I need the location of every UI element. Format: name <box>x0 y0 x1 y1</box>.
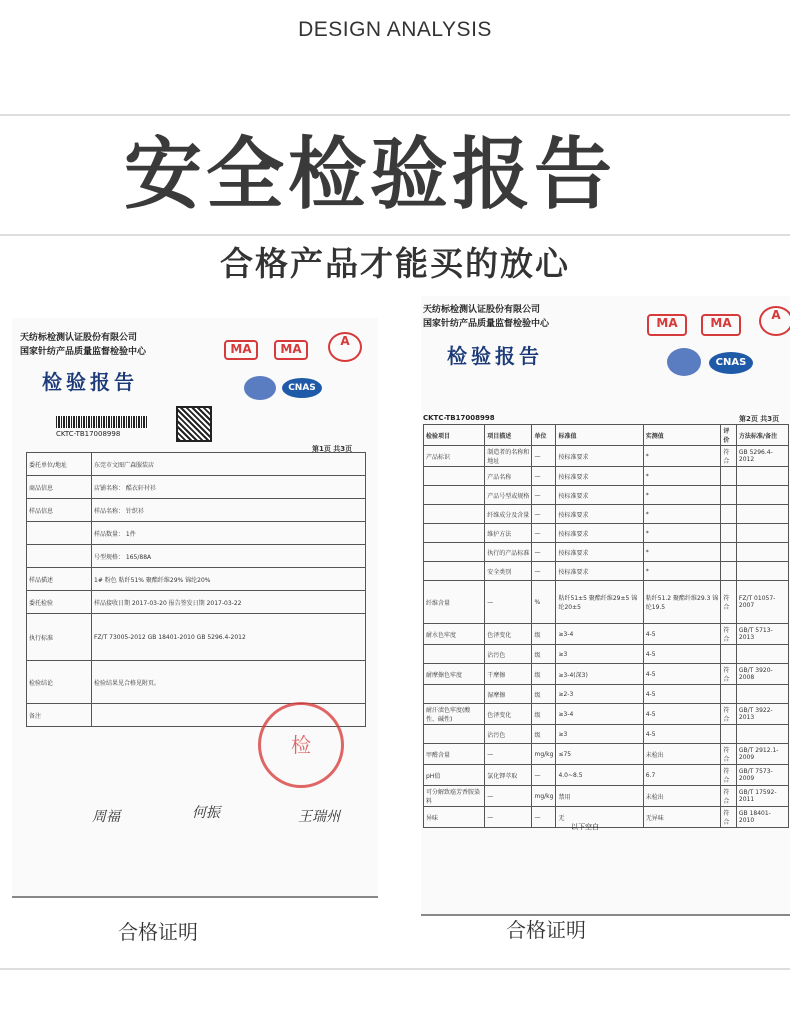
signature-3: 王瑞州 <box>298 809 340 825</box>
table-cell: — <box>532 467 556 486</box>
table-row <box>424 744 789 765</box>
table-cell <box>424 725 485 744</box>
table-cell: 产品名称 <box>485 467 532 486</box>
table-row <box>424 505 789 524</box>
table-cell: 4-5 <box>643 624 721 645</box>
cnas-logo: CNAS <box>709 352 753 374</box>
table-header-cell: 项目描述 <box>485 425 532 446</box>
table-cell: 4-5 <box>643 725 721 744</box>
table-row <box>424 581 789 624</box>
table-cell <box>736 645 788 664</box>
table-row <box>27 591 366 614</box>
table-row <box>424 524 789 543</box>
report-table <box>26 452 366 727</box>
table-row <box>424 562 789 581</box>
table-cell: * <box>643 505 721 524</box>
table-cell <box>736 685 788 704</box>
ma-logo-2: MA <box>701 314 741 336</box>
ma-logo: MA <box>224 340 258 360</box>
table-cell: % <box>532 581 556 624</box>
table-cell: * <box>643 486 721 505</box>
table-cell: 检验结果见合格见附页。 <box>92 661 366 704</box>
table-cell <box>736 524 788 543</box>
table-cell: GB/T 2912.1-2009 <box>736 744 788 765</box>
table-cell: 6.7 <box>643 765 721 786</box>
table-cell: 干摩擦 <box>485 664 532 685</box>
table-cell: 耐汗渍色牢度(酸性、碱性) <box>424 704 485 725</box>
report-heading: 检验报告 <box>447 344 543 368</box>
table-row <box>27 614 366 661</box>
table-header-cell: 评价 <box>721 425 737 446</box>
table-cell: 粘纤51±5 聚酯纤维29±5 锦纶20±5 <box>556 581 643 624</box>
table-cell: 按标准要求 <box>556 524 643 543</box>
table-cell: — <box>532 446 556 467</box>
table-cell: — <box>532 505 556 524</box>
table-row <box>424 786 789 807</box>
table-cell: ≥3-4 <box>556 624 643 645</box>
table-row <box>27 453 366 476</box>
page-subtitle: 合格产品才能买的放心 <box>220 244 570 283</box>
table-cell: — <box>532 765 556 786</box>
table-cell: 未检出 <box>643 786 721 807</box>
table-header-cell: 单位 <box>532 425 556 446</box>
table-cell: GB/T 7573-2009 <box>736 765 788 786</box>
table-cell: 4.0~8.5 <box>556 765 643 786</box>
table-row <box>424 467 789 486</box>
table-cell: — <box>485 786 532 807</box>
table-cell: 异味 <box>424 807 485 828</box>
table-cell: 符合 <box>721 744 737 765</box>
table-row <box>424 543 789 562</box>
table-cell: 按标准要求 <box>556 505 643 524</box>
table-cell <box>721 467 737 486</box>
table-cell: 店铺名称： 酷衣轩衬衫 <box>92 476 366 499</box>
table-cell: — <box>485 807 532 828</box>
page-title: 安全检验报告 <box>124 130 617 220</box>
table-cell: 耐水色牢度 <box>424 624 485 645</box>
table-cell: 湿摩擦 <box>485 685 532 704</box>
ilac-mra-logo <box>667 348 701 376</box>
table-cell <box>721 562 737 581</box>
table-cell: — <box>532 807 556 828</box>
table-cell: 未检出 <box>643 744 721 765</box>
org-center: 国家针纺产品质量监督检验中心 <box>20 347 147 357</box>
table-cell <box>736 562 788 581</box>
table-row <box>424 685 789 704</box>
table-cell: pH值 <box>424 765 485 786</box>
table-cell <box>721 543 737 562</box>
table-cell: 纤维成分及含量 <box>485 505 532 524</box>
table-header-cell: 方法标准/备注 <box>736 425 788 446</box>
ilac-mra-logo <box>244 376 276 400</box>
table-cell <box>736 467 788 486</box>
page-indicator: 第2页 共3页 <box>739 415 780 423</box>
table-cell: 维护方法 <box>485 524 532 543</box>
table-cell <box>424 486 485 505</box>
table-cell: 产品标识 <box>424 446 485 467</box>
table-cell: GB/T 3920-2008 <box>736 664 788 685</box>
table-row <box>27 568 366 591</box>
table-row <box>27 522 366 545</box>
table-row <box>27 499 366 522</box>
table-cell <box>424 543 485 562</box>
table-cell <box>424 685 485 704</box>
table-cell: ≥3 <box>556 725 643 744</box>
table-cell: * <box>643 543 721 562</box>
table-cell: 可分解致癌芳香胺染料 <box>424 786 485 807</box>
org-name: 天纺标检测认证股份有限公司 <box>423 305 541 315</box>
table-cell <box>424 467 485 486</box>
table-cell: mg/kg <box>532 786 556 807</box>
org-name: 天纺标检测认证股份有限公司 <box>20 333 138 343</box>
table-cell: 色泽变化 <box>485 624 532 645</box>
table-cell: 委托单位/地址 <box>27 453 92 476</box>
table-row <box>424 807 789 828</box>
table-row <box>424 624 789 645</box>
table-cell: 符合 <box>721 765 737 786</box>
table-cell <box>424 505 485 524</box>
table-row <box>424 704 789 725</box>
table-cell: 检验结论 <box>27 661 92 704</box>
table-cell: 4-5 <box>643 685 721 704</box>
table-cell: 样品信息 <box>27 499 92 522</box>
table-cell: — <box>532 524 556 543</box>
table-cell <box>721 685 737 704</box>
table-cell: 制造者的名称和地址 <box>485 446 532 467</box>
table-cell: — <box>485 581 532 624</box>
table-cell: 安全类别 <box>485 562 532 581</box>
table-cell: — <box>532 543 556 562</box>
table-cell: 禁用 <box>556 786 643 807</box>
table-cell: — <box>532 562 556 581</box>
table-cell: 4-5 <box>643 704 721 725</box>
table-cell: 按标准要求 <box>556 543 643 562</box>
table-cell: 样品接收日期 2017-03-20 报告签发日期 2017-03-22 <box>92 591 366 614</box>
table-cell: 无 <box>556 807 643 828</box>
table-cell: 样品名称： 针织衫 <box>92 499 366 522</box>
table-cell: ≤75 <box>556 744 643 765</box>
table-cell: * <box>643 562 721 581</box>
table-cell: 符合 <box>721 704 737 725</box>
table-cell <box>736 543 788 562</box>
table-cell: ≥3 <box>556 645 643 664</box>
table-cell: 商品信息 <box>27 476 92 499</box>
table-cell: FZ/T 01057-2007 <box>736 581 788 624</box>
table-row <box>424 645 789 664</box>
table-cell <box>424 645 485 664</box>
barcode <box>56 416 148 428</box>
inspection-report-page-2 <box>421 296 790 916</box>
table-cell: 纤维含量 <box>424 581 485 624</box>
bottom-divider <box>0 968 790 970</box>
report-number: CKTC-TB17008998 <box>56 430 121 438</box>
table-cell: — <box>532 486 556 505</box>
table-cell: 沾污色 <box>485 645 532 664</box>
table-cell: 号型规格： 165/88A <box>92 545 366 568</box>
table-cell <box>721 505 737 524</box>
table-cell: 备注 <box>27 704 92 727</box>
caption-right: 合格证明 <box>506 918 586 942</box>
table-cell <box>736 486 788 505</box>
table-cell: 级 <box>532 624 556 645</box>
title-divider <box>0 234 790 236</box>
table-row <box>27 476 366 499</box>
table-cell: 符合 <box>721 624 737 645</box>
page-indicator: 第1页 共3页 <box>312 445 353 453</box>
table-cell: 级 <box>532 664 556 685</box>
table-cell <box>27 545 92 568</box>
ma-logo: MA <box>647 314 687 336</box>
doc1-baseline <box>12 896 378 898</box>
table-cell: ≥2-3 <box>556 685 643 704</box>
table-cell <box>721 645 737 664</box>
table-cell: 按标准要求 <box>556 486 643 505</box>
table-cell <box>424 562 485 581</box>
table-cell: 符合 <box>721 786 737 807</box>
table-cell <box>721 486 737 505</box>
report-number: CKTC-TB17008998 <box>423 414 495 422</box>
report-heading: 检验报告 <box>42 370 138 394</box>
table-cell: 委托检验 <box>27 591 92 614</box>
table-cell: 甲醛含量 <box>424 744 485 765</box>
table-cell: 无异味 <box>643 807 721 828</box>
table-cell: ≥3-4(深3) <box>556 664 643 685</box>
table-row <box>424 725 789 744</box>
table-cell <box>27 522 92 545</box>
table-cell <box>736 505 788 524</box>
inspection-report-page-1 <box>12 318 378 896</box>
blank-below-note: 以下空白 <box>571 823 599 831</box>
table-cell: 氯化钾萃取 <box>485 765 532 786</box>
table-cell: 东莞市文图广森服装店 <box>92 453 366 476</box>
doc2-baseline <box>421 914 790 916</box>
table-header-cell: 检验项目 <box>424 425 485 446</box>
table-cell: GB/T 5713-2013 <box>736 624 788 645</box>
table-cell: 符合 <box>721 807 737 828</box>
design-analysis-label: DESIGN ANALYSIS <box>298 18 492 41</box>
table-cell: GB 18401-2010 <box>736 807 788 828</box>
table-row <box>424 486 789 505</box>
table-row <box>424 765 789 786</box>
official-stamp: 检 <box>258 702 344 788</box>
table-cell: * <box>643 467 721 486</box>
table-cell: 色泽变化 <box>485 704 532 725</box>
signature-1: 周福 <box>92 809 120 825</box>
table-row <box>27 661 366 704</box>
table-cell: 符合 <box>721 581 737 624</box>
table-cell: 样品描述 <box>27 568 92 591</box>
table-cell: * <box>643 446 721 467</box>
table-cell: 粘纤51.2 聚酯纤维29.3 锦纶19.5 <box>643 581 721 624</box>
cal-logo: A <box>328 332 362 362</box>
table-row <box>424 664 789 685</box>
table-cell: 级 <box>532 685 556 704</box>
table-cell: GB/T 3922-2013 <box>736 704 788 725</box>
signature-2: 何振 <box>192 805 220 821</box>
table-cell: GB 5296.4-2012 <box>736 446 788 467</box>
table-cell: 4-5 <box>643 664 721 685</box>
table-header-cell: 标准值 <box>556 425 643 446</box>
table-cell: 级 <box>532 704 556 725</box>
table-cell: 4-5 <box>643 645 721 664</box>
cal-logo: A <box>759 306 790 336</box>
table-cell: 沾污色 <box>485 725 532 744</box>
table-cell: 符合 <box>721 664 737 685</box>
table-cell: 级 <box>532 725 556 744</box>
table-header-cell: 实测值 <box>643 425 721 446</box>
table-cell: 符合 <box>721 446 737 467</box>
table-cell: 按标准要求 <box>556 446 643 467</box>
table-cell <box>721 725 737 744</box>
table-cell: 耐摩擦色牢度 <box>424 664 485 685</box>
table-cell: * <box>643 524 721 543</box>
table-cell <box>736 725 788 744</box>
table-cell: FZ/T 73005-2012 GB 18401-2010 GB 5296.4-2012 <box>92 614 366 661</box>
results-table <box>423 424 789 828</box>
table-row <box>424 446 789 467</box>
table-cell: 按标准要求 <box>556 562 643 581</box>
table-cell <box>721 524 737 543</box>
table-cell: mg/kg <box>532 744 556 765</box>
caption-left: 合格证明 <box>118 920 198 944</box>
qr-code <box>176 406 212 442</box>
table-cell: 样品数量： 1件 <box>92 522 366 545</box>
table-cell: 级 <box>532 645 556 664</box>
org-center: 国家针纺产品质量监督检验中心 <box>423 319 550 329</box>
cnas-logo: CNAS <box>282 378 322 398</box>
table-cell <box>424 524 485 543</box>
table-cell: — <box>485 744 532 765</box>
table-cell: 1# 粉色 粘纤51% 聚酯纤维29% 锦纶20% <box>92 568 366 591</box>
table-cell: 按标准要求 <box>556 467 643 486</box>
table-cell: 产品号型或规格 <box>485 486 532 505</box>
table-cell: 执行的产品标准 <box>485 543 532 562</box>
table-cell: GB/T 17592-2011 <box>736 786 788 807</box>
ma-logo-2: MA <box>274 340 308 360</box>
table-cell: ≥3-4 <box>556 704 643 725</box>
table-cell: 执行标准 <box>27 614 92 661</box>
table-row <box>27 545 366 568</box>
